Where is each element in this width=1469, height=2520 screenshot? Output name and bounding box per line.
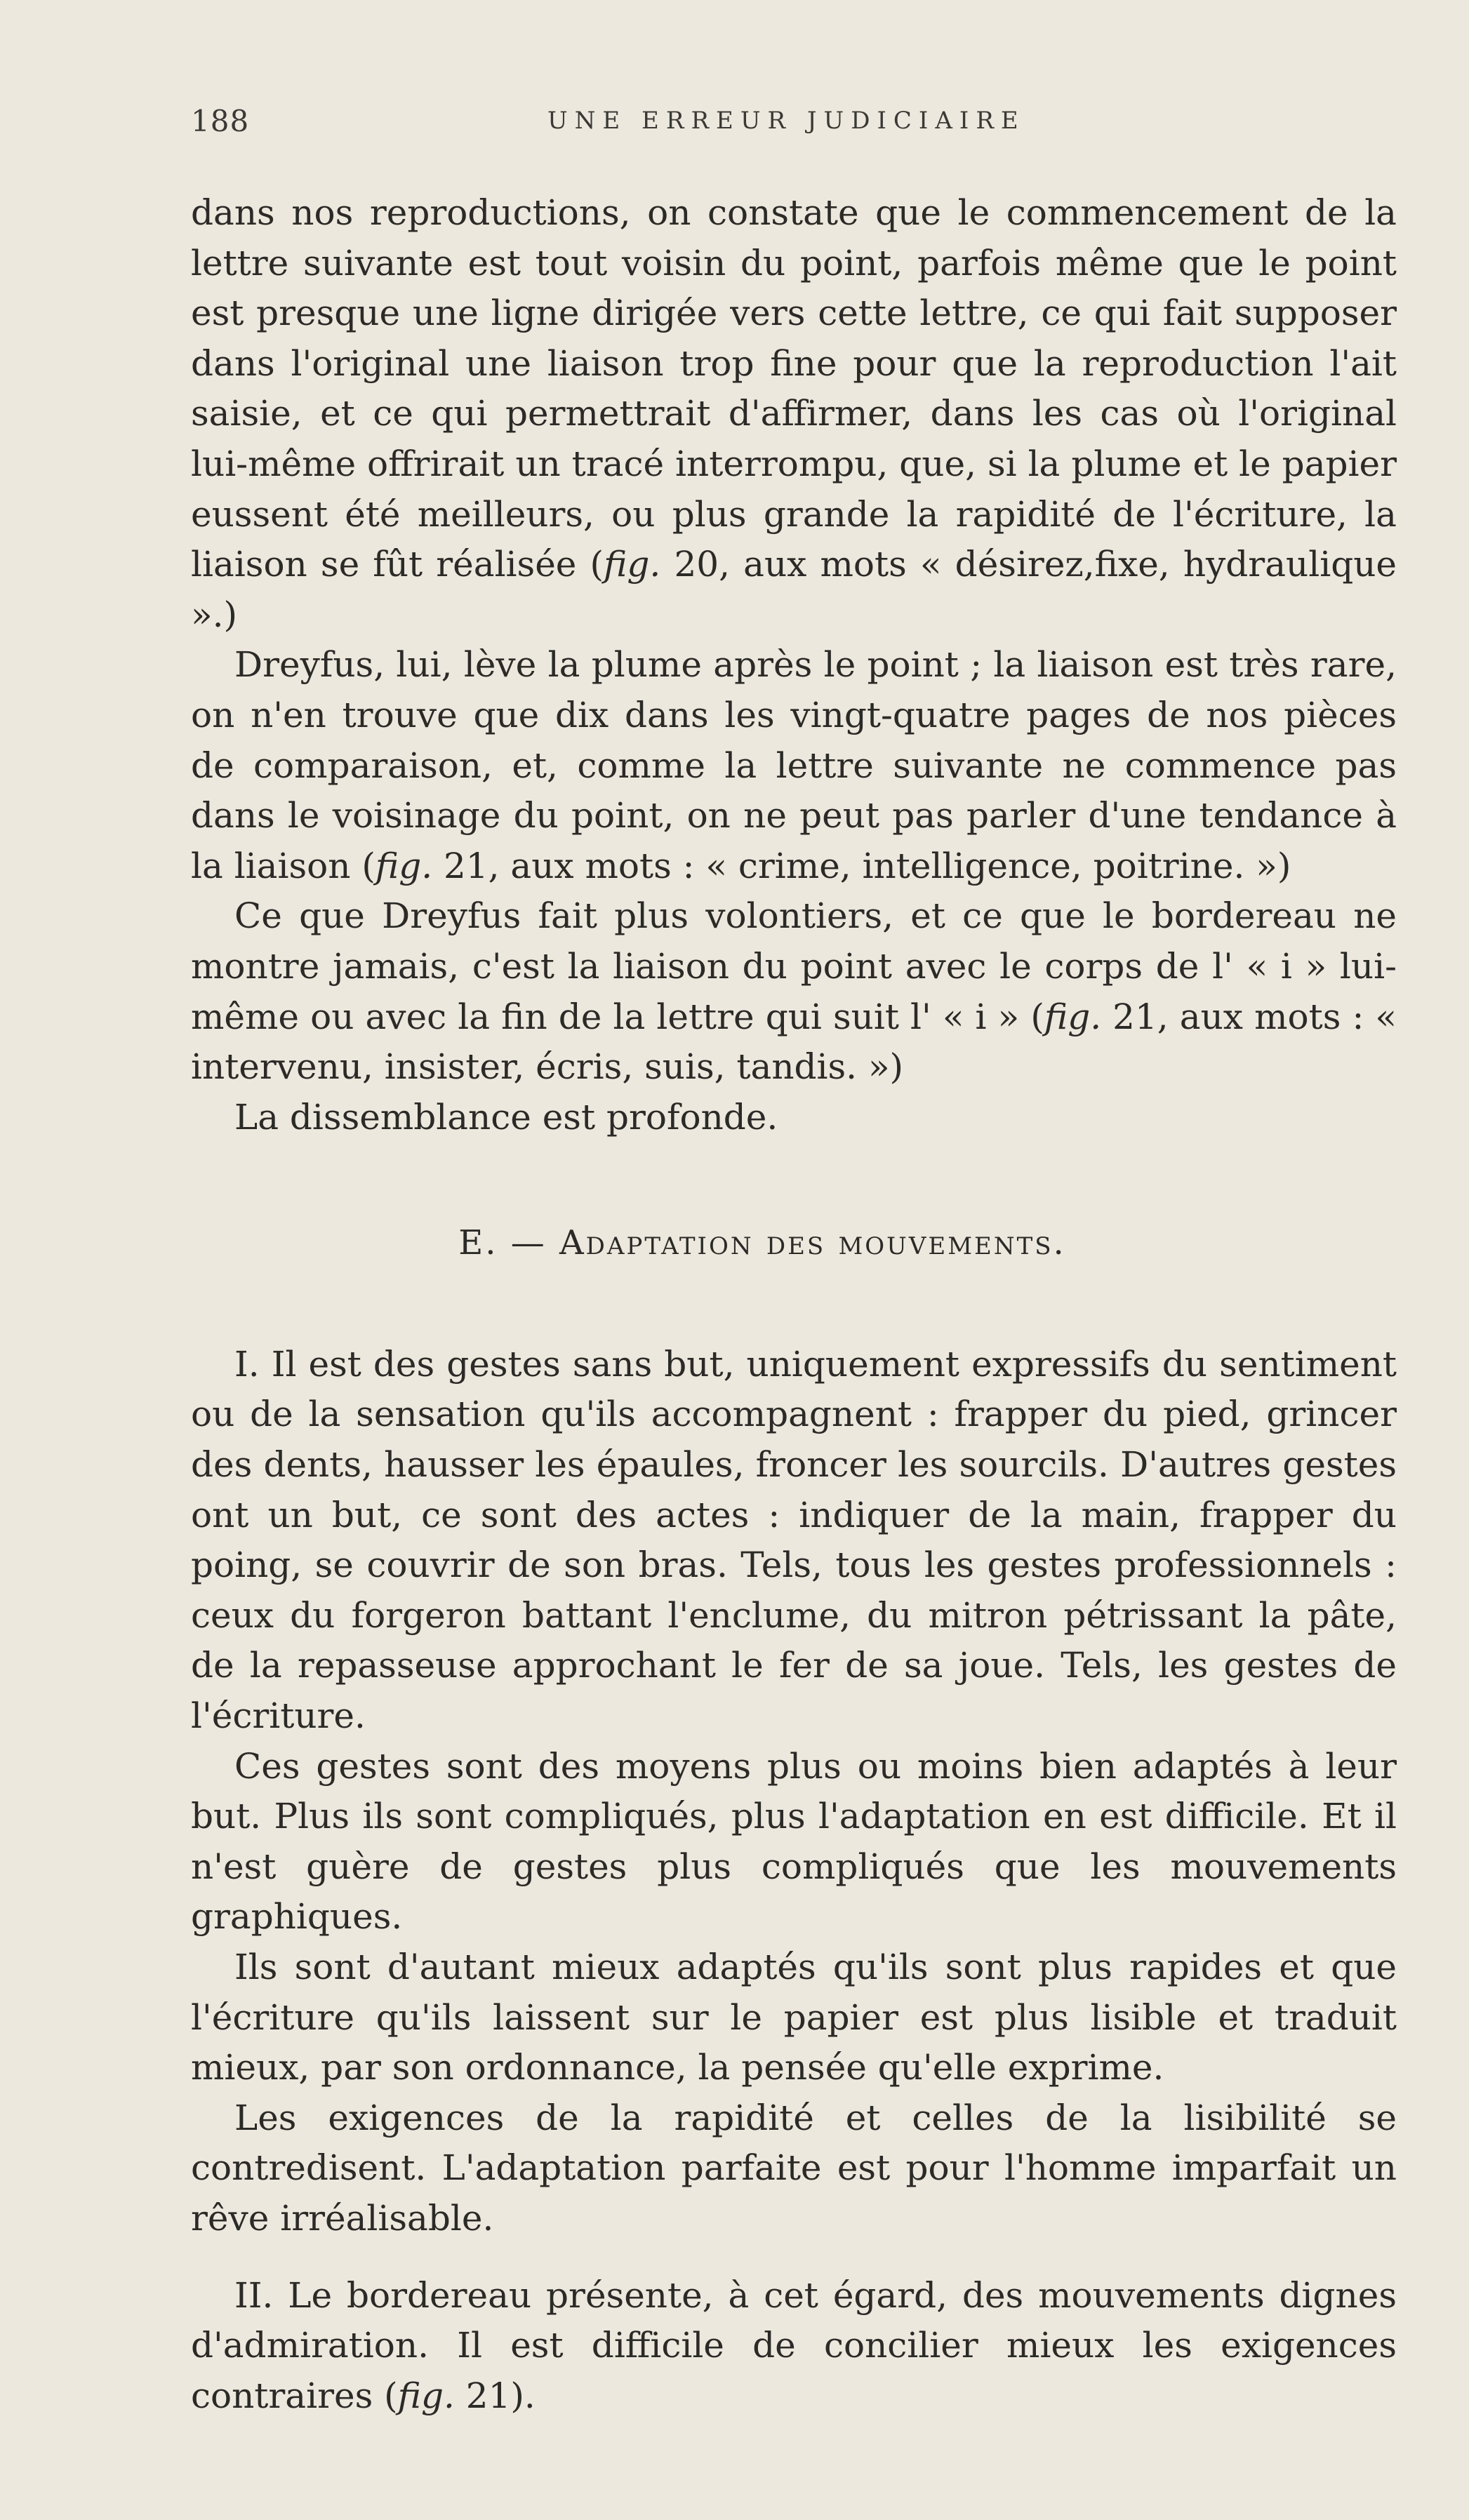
paragraph-5: I. Il est des gestes sans but, uniquement expressifs du sentiment ou de la sensation qu'ils accompagnent : frapper du pied, grincer des dents, hausser les épaules, froncer les sourcils. D'autres gestes ont un but, ce sont des actes : indiquer de la main, frapper du poing, se couvrir de son bras. Tels, tous les gestes professionnels : ceux du forgeron battant l'enclume, du mitron pétrissant la pâte, de la repasseuse approchant le fer de sa joue. Tels, les gestes de l'écriture. (191, 1343, 1397, 1737)
paragraph-3-end: 21, aux mots : « intervenu, insister, écris, suis, tandis. ») (191, 996, 1397, 1088)
running-head (191, 104, 1405, 146)
fig-reference: fig. (604, 544, 661, 585)
paragraph-gap (191, 2244, 1397, 2271)
paragraph-3-text: Ce que Dreyfus fait plus volontiers, et ce que le bordereau ne montre jamais, c'est la liaison du point avec le corps de l' « i » lui-même ou avec la fin de la lettre qui suit l' « i » ( (191, 895, 1397, 1037)
paragraph-9-end: 21). (454, 2375, 536, 2416)
paragraph-1 (191, 188, 1397, 640)
paragraph-7: Ils sont d'autant mieux adaptés qu'ils sont plus rapides et que l'écriture qu'ils laissent sur le papier est plus lisible et traduit mieux, par son ordonnance, la pensée qu'elle exprime. (191, 1947, 1397, 2088)
body-text (191, 188, 1397, 2421)
paragraph-9-text: II. Le bordereau présente, à cet égard, des mouvements dignes d'admiration. Il est difficile de concilier mieux les exigences contraires ( (191, 2274, 1397, 2416)
running-title: UNE ERREUR JUDICIAIRE (547, 107, 1025, 135)
paragraph-2-text: Dreyfus, lui, lève la plume après le point ; la liaison est très rare, on n'en trouve que dix dans les vingt-quatre pages de nos pièces de comparaison, et, comme la lettre suivante ne commence pas dans le voisinage du point, on ne peut pas parler d'une tendance à la liaison ( (191, 644, 1397, 886)
fig-reference: fig. (1044, 996, 1102, 1037)
paragraph-1-end: 20, aux mots « désirez,fixe, hydraulique ».) (191, 544, 1397, 635)
fig-reference: fig. (397, 2375, 455, 2416)
fig-reference: fig. (375, 845, 433, 886)
paragraph-3 (191, 891, 1397, 1092)
paragraph-2-end: 21, aux mots : « crime, intelligence, poitrine. ») (432, 845, 1291, 886)
paragraph-6: Ces gestes sont des moyens plus ou moins bien adaptés à leur but. Plus ils sont compliqués, plus l'adaptation en est difficile. Et il n'est guère de gestes plus compliqués que les mouvements graphiques. (191, 1745, 1397, 1938)
paragraph-4: La dissemblance est profonde. (234, 1096, 778, 1138)
paragraph-8: Les exigences de la rapidité et celles de la lisibilité se contredisent. L'adaptation parfaite est pour l'homme imparfait un rêve irréalisable. (191, 2097, 1397, 2239)
page-number: 188 (191, 104, 250, 138)
paragraph-1-text: dans nos reproductions, on constate que le commencement de la lettre suivante est tout voisin du point, parfois même que le point est presque une ligne dirigée vers cette lettre, ce qui fait supposer dans l'original une liaison trop fine pour que la reproduction l'ait saisie, et ce qui permettrait d'affirmer, dans les cas où l'original lui-même offrirait un tracé interrompu, que, si la plume et le papier eussent été meilleurs, ou plus grande la rapidité de l'écriture, la liaison se fût réalisée ( (191, 192, 1397, 585)
section-heading: E. — Adaptation des mouvements. (458, 1223, 1066, 1263)
paragraph-9 (191, 2271, 1397, 2422)
paragraph-2 (191, 640, 1397, 891)
